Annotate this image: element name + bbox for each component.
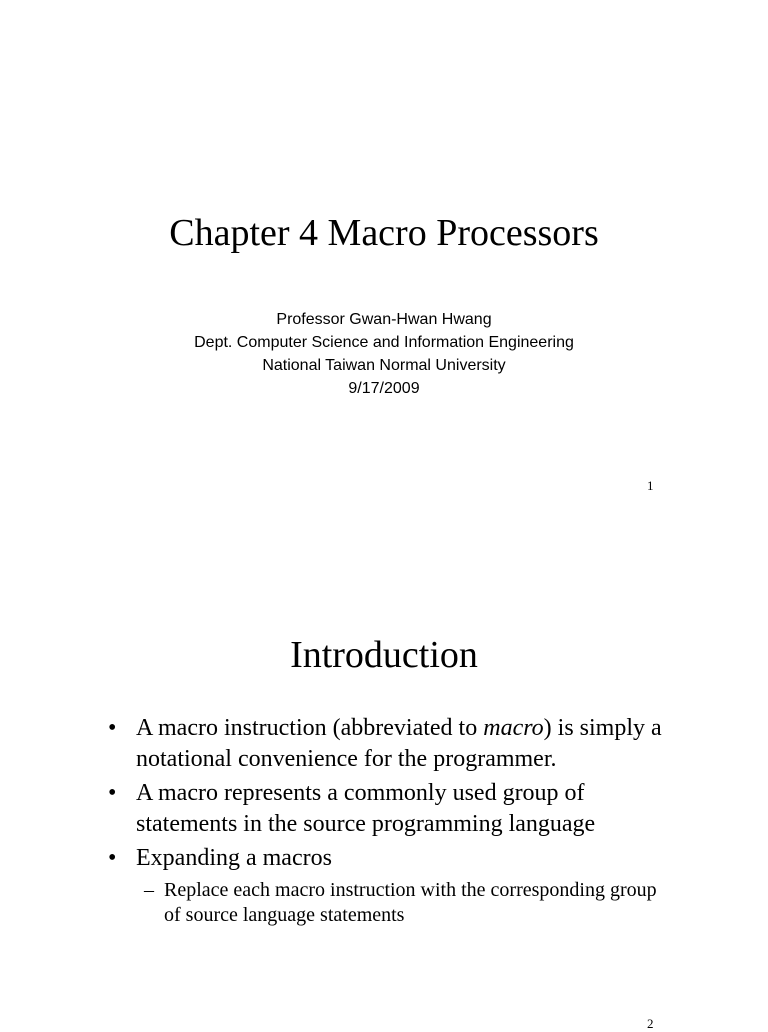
slide-title: Introduction <box>290 634 478 676</box>
department: Dept. Computer Science and Information Engineering <box>194 334 574 351</box>
dash-icon: – <box>144 878 154 901</box>
bullet-text: A macro represents a commonly used group of statements in the source programming language <box>136 780 596 837</box>
bullet-text: Expanding a macros <box>136 845 332 871</box>
bullet-text: A macro instruction (abbreviated to macro) is simply a notational convenience for the programmer. <box>136 715 662 772</box>
author-name: Professor Gwan-Hwan Hwang <box>276 311 492 328</box>
bullet-list <box>108 713 668 929</box>
sub-bullet-text: Replace each macro instruction with the corresponding group of source language statements <box>164 878 657 926</box>
sub-bullet-item <box>108 878 668 929</box>
emphasis-text: macro <box>483 715 544 741</box>
author-block <box>0 308 768 400</box>
bullet-icon: • <box>108 780 117 806</box>
bullet-item <box>108 843 668 874</box>
bullet-icon: • <box>108 845 117 871</box>
university: National Taiwan Normal University <box>262 357 506 374</box>
page-number: 2 <box>647 1016 654 1031</box>
bullet-item <box>108 713 668 774</box>
bullet-item <box>108 778 668 839</box>
page-number: 1 <box>647 478 654 493</box>
slide-title: Chapter 4 Macro Processors <box>169 212 599 254</box>
date: 9/17/2009 <box>348 380 420 397</box>
bullet-icon: • <box>108 715 117 741</box>
